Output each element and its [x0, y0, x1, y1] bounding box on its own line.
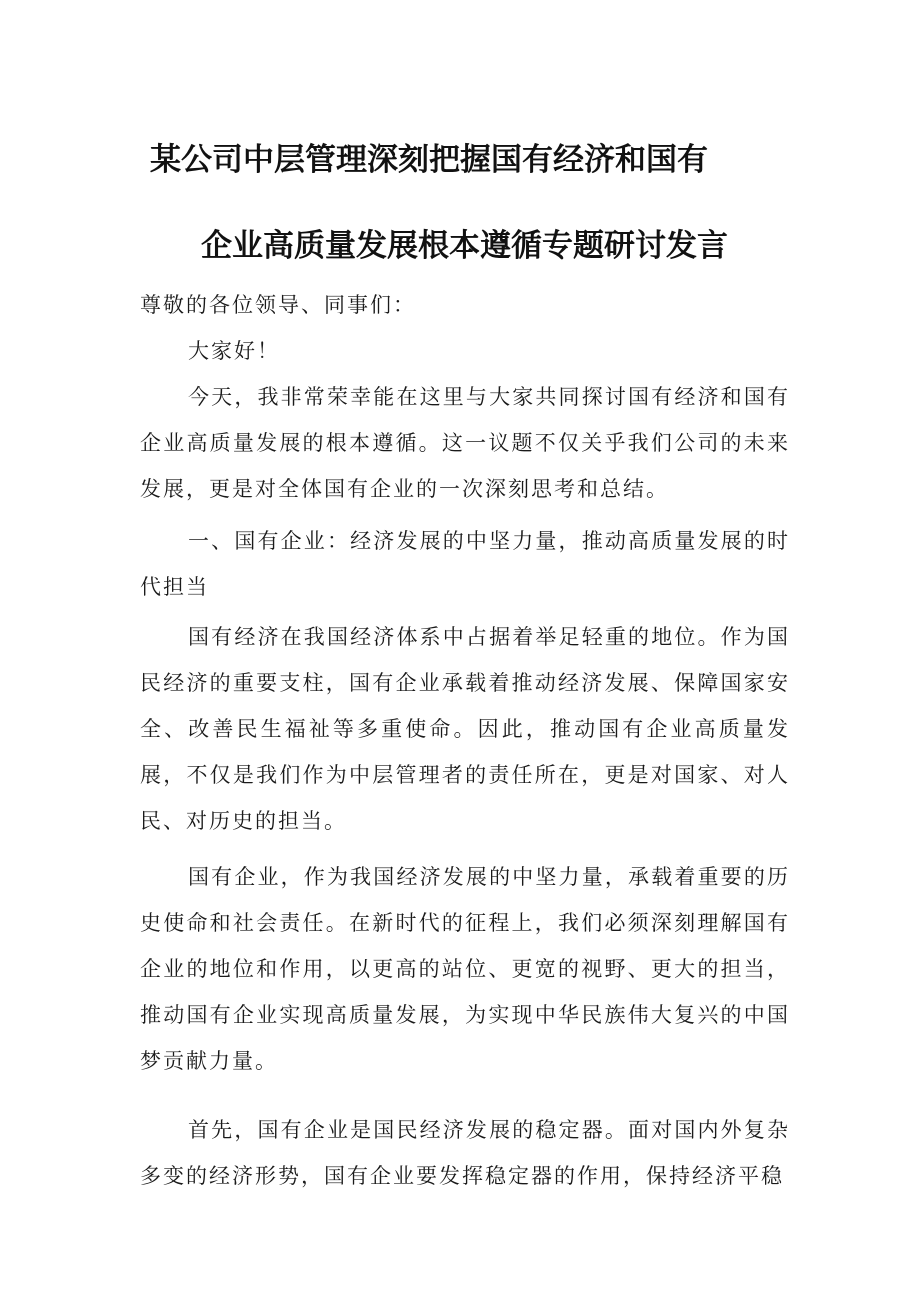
document-title-line-2: 企业高质量发展根本遵循专题研讨发言	[201, 228, 728, 264]
section-1-paragraph-1: 国有经济在我国经济体系中占据着举足轻重的地位。作为国民经济的重要支柱，国有企业承载着推动经济发展、保障国家安全、改善民生福祉等多重使命。因此，推动国有企业高质量发展，不仅是我们作为中层管理者的责任所在，更是对国家、对人民、对历史的担当。	[140, 625, 790, 833]
document-title-line-1: 某公司中层管理深刻把握国有经济和国有	[150, 142, 708, 178]
section-1-heading: 一、国有企业：经济发展的中坚力量，推动高质量发展的时代担当	[140, 529, 790, 599]
greeting-paragraph: 尊敬的各位领导、同事们：	[140, 293, 416, 317]
section-1-paragraph-3: 首先，国有企业是国民经济发展的稳定器。面对国内外复杂多变的经济形势，国有企业要发挥稳定器的作用，保持经济平稳	[140, 1118, 790, 1188]
intro-paragraph: 今天，我非常荣幸能在这里与大家共同探讨国有经济和国有企业高质量发展的根本遵循。这一议题不仅关乎我们公司的未来发展，更是对全体国有企业的一次深刻思考和总结。	[140, 385, 790, 501]
hello-paragraph: 大家好！	[188, 339, 280, 363]
section-1-paragraph-2: 国有企业，作为我国经济发展的中坚力量，承载着重要的历史使命和社会责任。在新时代的征程上，我们必须深刻理解国有企业的地位和作用，以更高的站位、更宽的视野、更大的担当，推动国有企业实现高质量发展，为实现中华民族伟大复兴的中国梦贡献力量。	[140, 865, 790, 1073]
